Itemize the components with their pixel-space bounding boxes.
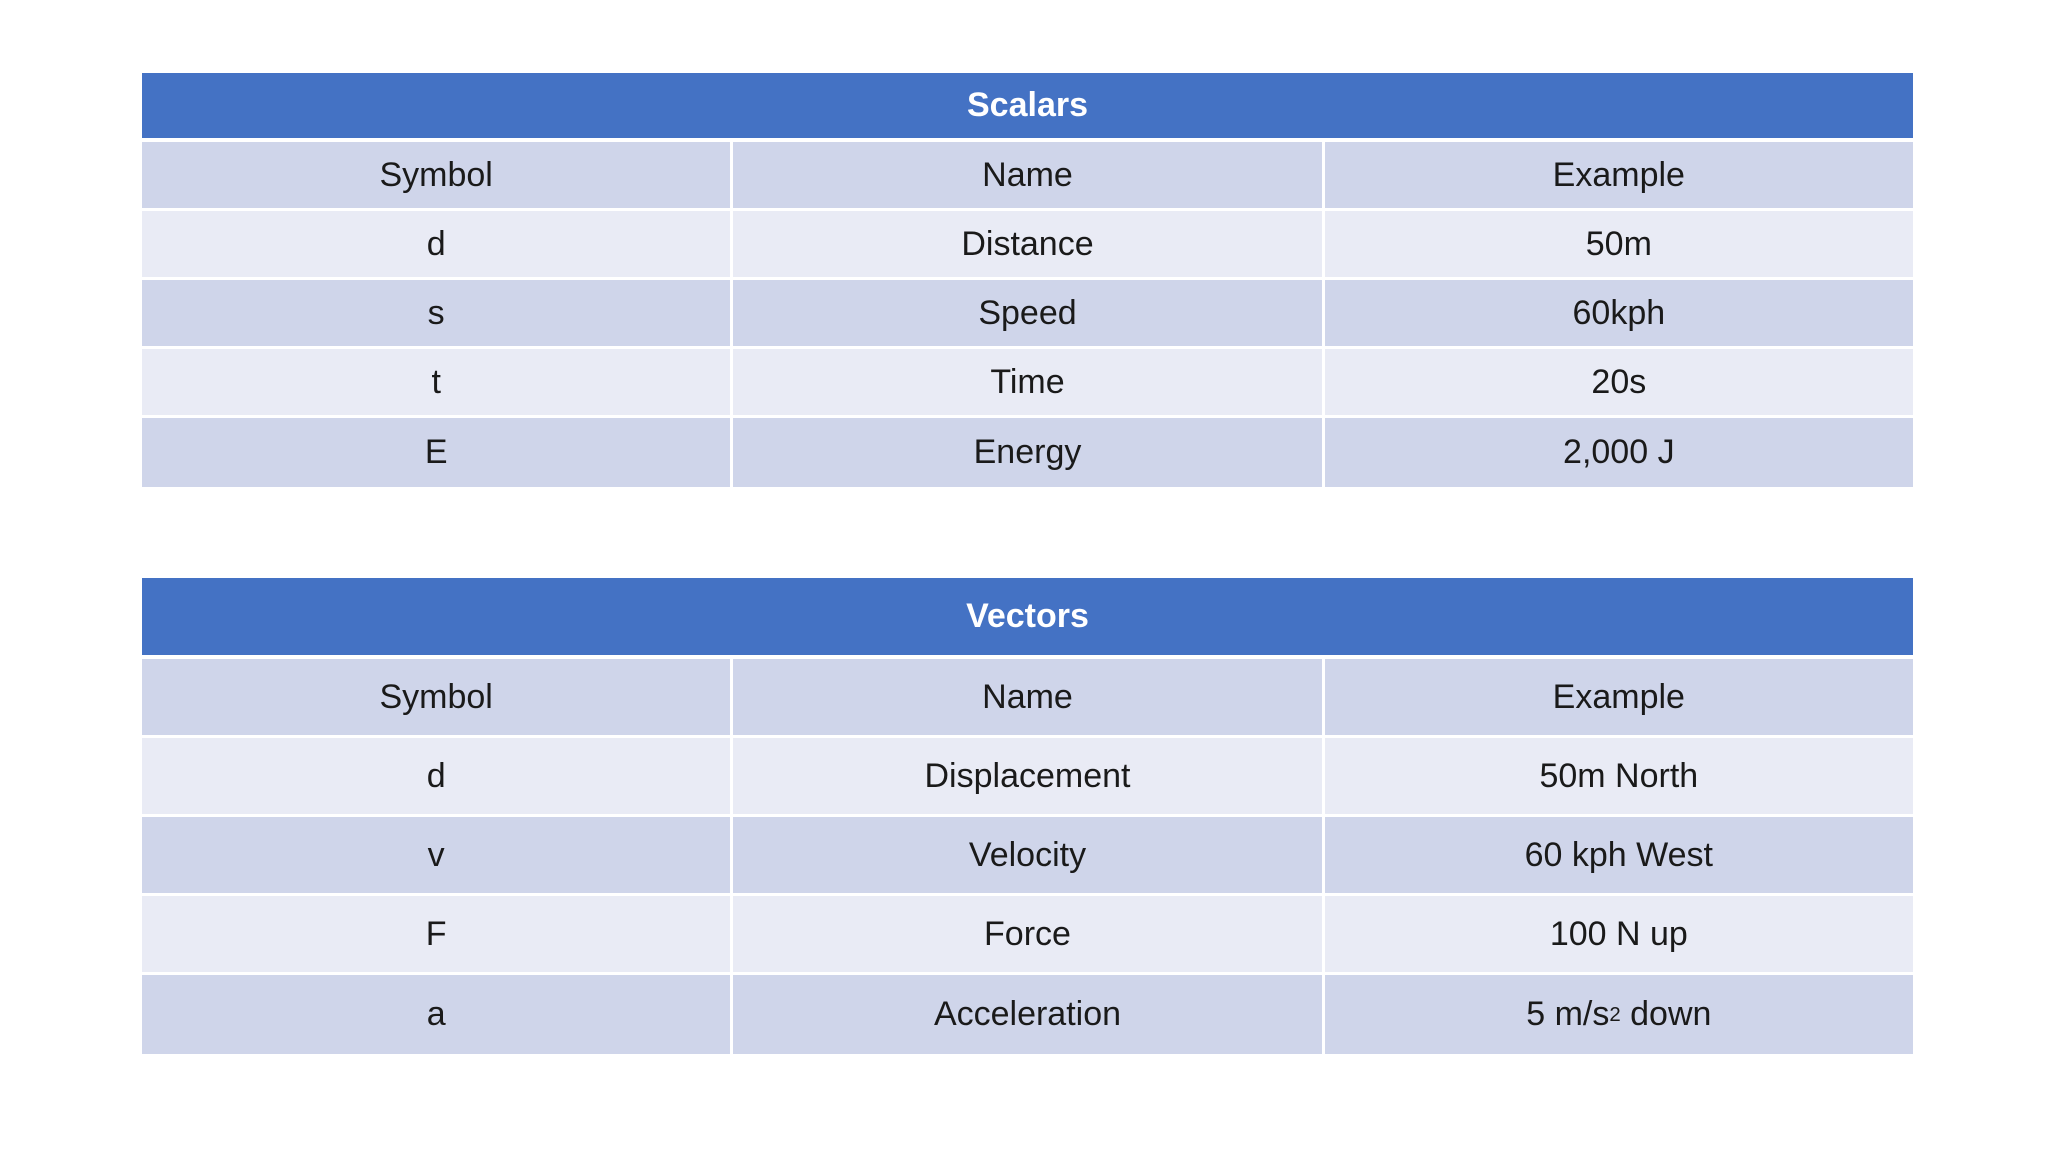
symbol-cell: v — [142, 817, 733, 893]
scalars-header-example: Example — [1552, 155, 1685, 194]
example-cell: 50m — [1585, 224, 1652, 263]
scalars-table-title: Scalars — [142, 73, 1913, 142]
symbol-cell: d — [142, 211, 733, 277]
example-direction: down — [1620, 995, 1712, 1033]
vectors-table — [142, 578, 1913, 1054]
table-row — [142, 418, 1913, 487]
symbol-cell: t — [142, 349, 733, 415]
name-cell: Force — [733, 896, 1324, 972]
name-cell: Energy — [733, 418, 1324, 487]
table-row — [142, 280, 1913, 349]
table-row — [142, 211, 1913, 280]
example-cell: 100 N up — [1549, 914, 1688, 953]
name-cell: Speed — [733, 280, 1324, 346]
scalars-header-symbol: Symbol — [142, 142, 733, 208]
example-cell: 60kph — [1572, 293, 1666, 332]
symbol-cell: F — [142, 896, 733, 972]
name-cell: Velocity — [733, 817, 1324, 893]
table-row — [142, 817, 1913, 896]
example-cell: 2,000 J — [1563, 433, 1675, 471]
name-cell: Acceleration — [733, 975, 1324, 1054]
vectors-header-example: Example — [1552, 677, 1685, 716]
name-cell: Distance — [733, 211, 1324, 277]
symbol-cell: E — [142, 418, 733, 487]
table-row — [142, 349, 1913, 418]
vectors-header-symbol: Symbol — [142, 659, 733, 735]
example-value: 5 m/s — [1526, 995, 1610, 1033]
table-row — [142, 738, 1913, 817]
vectors-table-title: Vectors — [142, 578, 1913, 659]
example-cell: 60 kph West — [1524, 835, 1713, 874]
symbol-cell: a — [142, 975, 733, 1054]
table-row — [142, 896, 1913, 975]
scalars-table — [142, 73, 1913, 487]
symbol-cell: d — [142, 738, 733, 814]
example-cell: 5 m/s 2 down — [1526, 995, 1712, 1033]
name-cell: Displacement — [733, 738, 1324, 814]
table-row — [142, 975, 1913, 1054]
vectors-header-name: Name — [733, 659, 1324, 735]
name-cell: Time — [733, 349, 1324, 415]
example-cell: 50m North — [1539, 756, 1699, 795]
scalars-header-row — [142, 142, 1913, 211]
example-cell: 20s — [1591, 362, 1647, 401]
scalars-header-name: Name — [733, 142, 1324, 208]
vectors-header-row — [142, 659, 1913, 738]
symbol-cell: s — [142, 280, 733, 346]
